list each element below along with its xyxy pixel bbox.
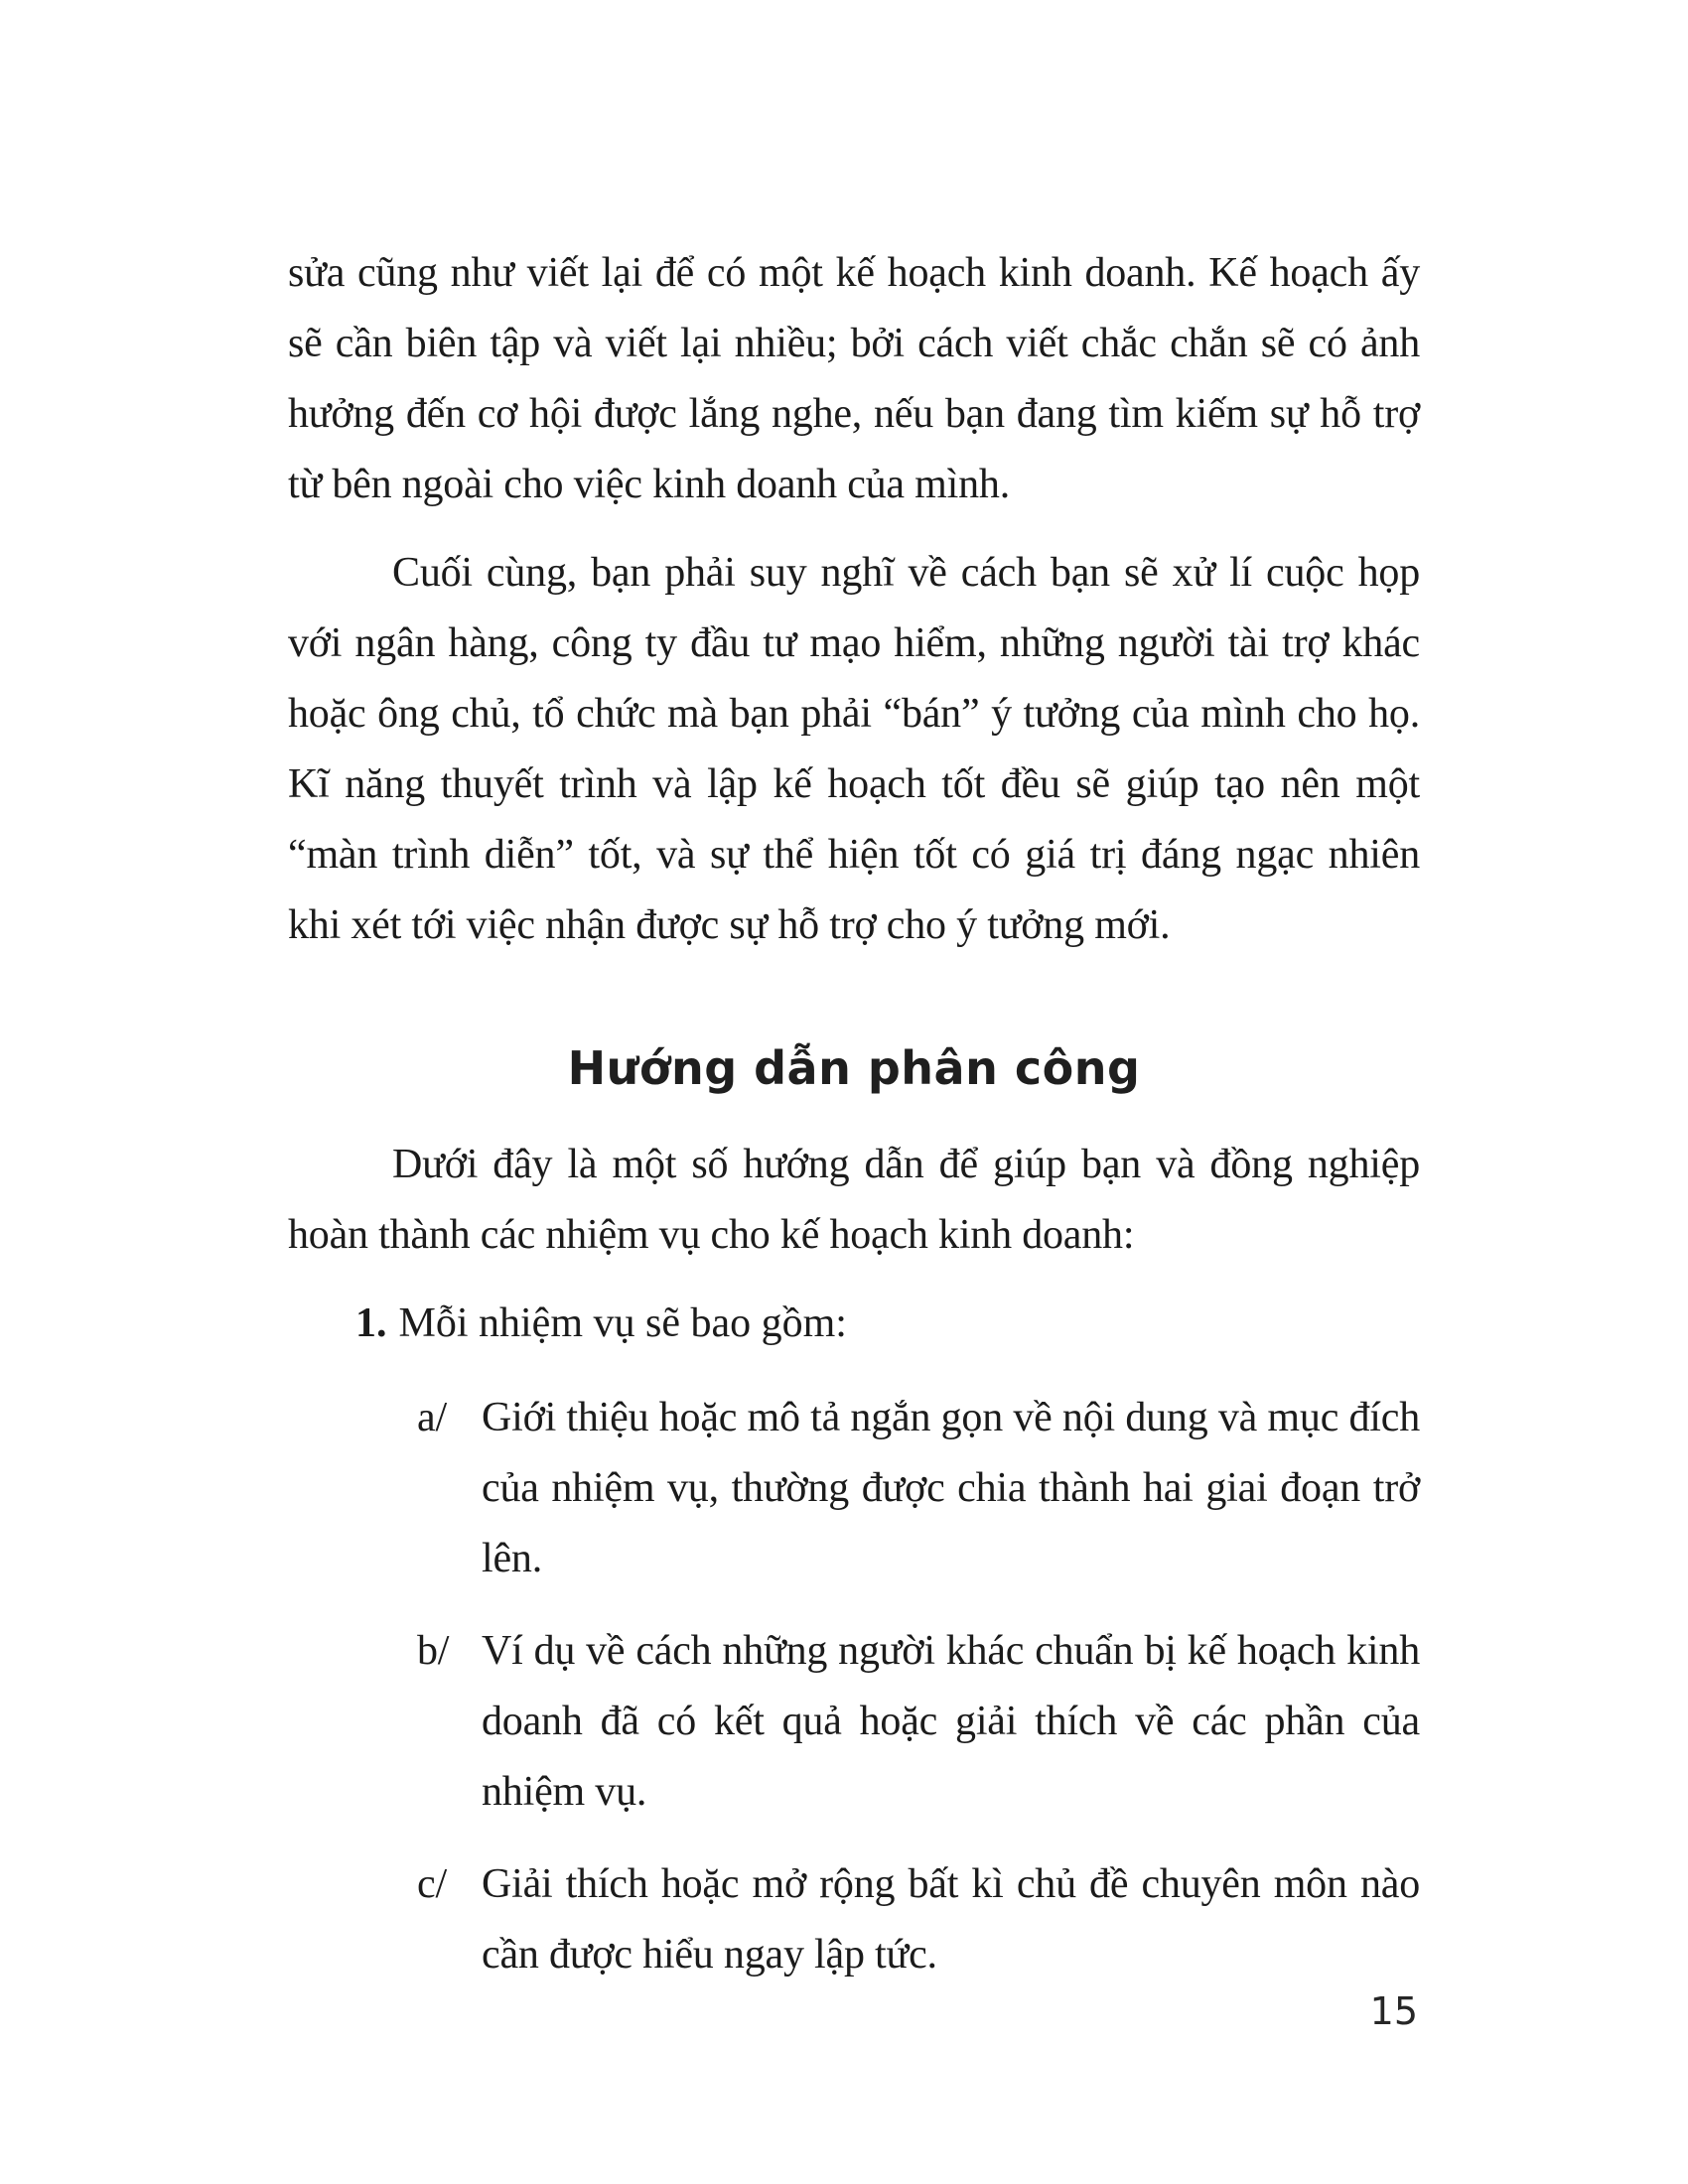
sub-item-c-text: Giải thích hoặc mở rộng bất kì chủ đề chuyên môn nào cần được hiểu ngay lập tức. xyxy=(482,1861,1420,1978)
page-number: 15 xyxy=(1369,1989,1418,2033)
paragraph-1: sửa cũng như viết lại để có một kế hoạch kinh doanh. Kế hoạch ấy sẽ cần biên tập và viết lại nhiều; bởi cách viết chắc chắn sẽ có ảnh hưởng đến cơ hội được lắng nghe, nếu bạn đang tìm kiếm sự hỗ trợ từ bên ngoài cho việc kinh doanh của mình. xyxy=(288,250,1420,507)
sub-item-b-text: Ví dụ về cách những người khác chuẩn bị kế hoạch kinh doanh đã có kết quả hoặc giải thích về các phần của nhiệm vụ. xyxy=(482,1628,1420,1815)
section-heading: Hướng dẫn phân công xyxy=(567,1041,1141,1095)
sub-item-a-text: Giới thiệu hoặc mô tả ngắn gọn về nội dung và mục đích của nhiệm vụ, thường được chia thành hai giai đoạn trở lên. xyxy=(482,1395,1420,1581)
text-column xyxy=(288,238,1420,1990)
sub-item-a-marker: a/ xyxy=(417,1395,447,1440)
sub-item-c xyxy=(288,1849,1420,1990)
paragraph-2: Cuối cùng, bạn phải suy nghĩ về cách bạn sẽ xử lí cuộc họp với ngân hàng, công ty đầu tư mạo hiểm, những người tài trợ khác hoặc ông chủ, tổ chức mà bạn phải “bán” ý tưởng của mình cho họ. Kĩ năng thuyết trình và lập kế hoạch tốt đều sẽ giúp tạo nên một “màn trình diễn” tốt, và sự thể hiện tốt có giá trị đáng ngạc nhiên khi xét tới việc nhận được sự hỗ trợ cho ý tưởng mới. xyxy=(288,550,1420,948)
sub-item-b-marker: b/ xyxy=(417,1628,450,1674)
sub-item-c-marker: c/ xyxy=(417,1861,447,1907)
paragraph-3: Dưới đây là một số hướng dẫn để giúp bạn và đồng nghiệp hoàn thành các nhiệm vụ cho kế hoạch kinh doanh: xyxy=(288,1142,1420,1258)
sub-item-a xyxy=(288,1383,1420,1594)
list-item-1 xyxy=(288,1289,1420,1359)
sub-item-b xyxy=(288,1616,1420,1828)
list-item-1-marker: 1. xyxy=(355,1300,387,1346)
list-item-1-text: Mỗi nhiệm vụ sẽ bao gồm: xyxy=(398,1300,847,1346)
